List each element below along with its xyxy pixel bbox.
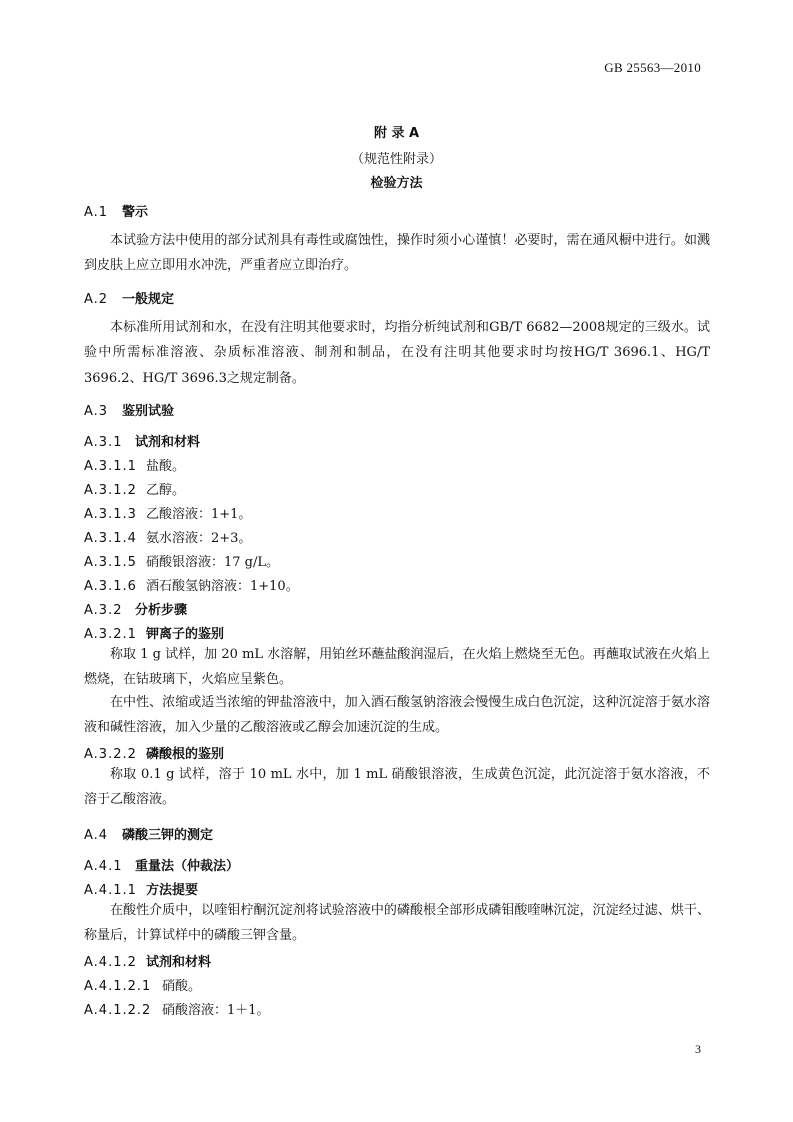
- list-item: [84, 527, 251, 546]
- list-item: [84, 479, 185, 498]
- section-title: 磷酸三钾的测定: [122, 828, 214, 843]
- section-heading: [84, 431, 200, 450]
- section-number: A.4.1.1: [84, 883, 137, 898]
- list-item: [84, 503, 251, 522]
- section-title: 警示: [122, 205, 149, 220]
- section-number: A.3: [84, 404, 109, 419]
- section-number: A.3.1: [84, 435, 123, 450]
- annex-title: 附 录 A: [373, 126, 420, 141]
- section-heading: [84, 879, 198, 898]
- section-number: A.2: [84, 292, 109, 307]
- item-number: A.3.1.4: [84, 531, 137, 546]
- paragraph: 本试验方法中使用的部分试剂具有毒性或腐蚀性，操作时须小心谨慎！必要时，需在通风橱中进行。如溅到皮肤上应立即用水冲洗，严重者应立即治疗。: [84, 233, 710, 274]
- section-heading: [84, 201, 148, 220]
- item-number: A.3.1.5: [84, 555, 137, 570]
- list-item: [84, 999, 270, 1018]
- item-number: A.3.1.1: [84, 459, 137, 474]
- section-title: 鉴别试验: [122, 404, 175, 419]
- paragraph: 在酸性介质中，以喹钼柠酮沉淀剂将试验溶液中的磷酸根全部形成磷钼酸喹啉沉淀，沉淀经过滤、烘干、称量后，计算试样中的磷酸三钾含量。: [84, 903, 710, 944]
- list-item: [84, 455, 185, 474]
- section-heading: [84, 400, 174, 419]
- item-number: A.3.1.6: [84, 579, 137, 594]
- item-text: 硝酸溶液：1＋1。: [162, 1003, 270, 1018]
- item-number: A.3.1.2: [84, 483, 137, 498]
- section-heading: [84, 599, 187, 618]
- section-title: 方法提要: [146, 883, 199, 898]
- paragraph: 在中性、浓缩或适当浓缩的钾盐溶液中，加入酒石酸氢钠溶液会慢慢生成白色沉淀，这种沉淀溶于氨水溶液和碱性溶液，加入少量的乙酸溶液或乙醇会加速沉淀的生成。: [84, 695, 710, 736]
- section-title: 重量法（仲裁法）: [135, 859, 240, 874]
- section-number: A.4.1: [84, 859, 123, 874]
- paragraph: 本标准所用试剂和水，在没有注明其他要求时，均指分析纯试剂和GB/T 6682—2008规定的三级水。试验中所需标准溶液、杂质标准溶液、制剂和制品，在没有注明其他要求时均按HG/T 3696.1、HG/T 3696.2、HG/T 3696.3之规定制备。: [84, 320, 710, 386]
- list-item: [84, 551, 279, 570]
- item-text: 硝酸。: [162, 979, 202, 994]
- section-heading: [84, 743, 224, 762]
- item-number: A.4.1.2.2: [84, 1003, 152, 1018]
- section-heading: [84, 855, 239, 874]
- section-title: 一般规定: [122, 292, 175, 307]
- item-number: A.4.1.2.1: [84, 979, 152, 994]
- section-number: A.1: [84, 205, 109, 220]
- item-text: 酒石酸氢钠溶液：1+10。: [146, 579, 299, 594]
- section-heading: [84, 623, 224, 642]
- paragraph: 称取 1 g 试样，加 20 mL 水溶解，用铂丝环蘸盐酸润湿后，在火焰上燃烧至无色。再蘸取试液在火焰上燃烧，在钴玻璃下，火焰应呈紫色。: [84, 647, 710, 688]
- standard-number: GB 25563—2010: [604, 60, 701, 75]
- list-item: [84, 975, 201, 994]
- section-title: 钾离子的鉴别: [146, 627, 225, 642]
- section-title: 试剂和材料: [146, 955, 212, 970]
- page-number: 3: [695, 1042, 701, 1056]
- section-title: 分析步骤: [135, 603, 188, 618]
- item-number: A.3.1.3: [84, 507, 137, 522]
- section-number: A.4.1.2: [84, 955, 137, 970]
- annex-nature: （规范性附录）: [350, 152, 442, 167]
- section-number: A.3.2.2: [84, 747, 137, 762]
- annex-name: 检验方法: [370, 176, 423, 191]
- item-text: 氨水溶液：2+3。: [146, 531, 252, 546]
- section-number: A.3.2.1: [84, 627, 137, 642]
- item-text: 乙醇。: [146, 483, 186, 498]
- section-title: 试剂和材料: [135, 435, 201, 450]
- section-heading: [84, 288, 174, 307]
- item-text: 乙酸溶液：1+1。: [146, 507, 252, 522]
- section-title: 磷酸根的鉴别: [146, 747, 225, 762]
- list-item: [84, 575, 299, 594]
- item-text: 盐酸。: [146, 459, 186, 474]
- section-number: A.4: [84, 828, 109, 843]
- section-number: A.3.2: [84, 603, 123, 618]
- section-heading: [84, 824, 213, 843]
- item-text: 硝酸银溶液：17 g/L。: [146, 555, 280, 570]
- section-heading: [84, 951, 211, 970]
- paragraph: 称取 0.1 g 试样，溶于 10 mL 水中，加 1 mL 硝酸银溶液，生成黄色沉淀，此沉淀溶于氨水溶液，不溶于乙酸溶液。: [84, 767, 710, 808]
